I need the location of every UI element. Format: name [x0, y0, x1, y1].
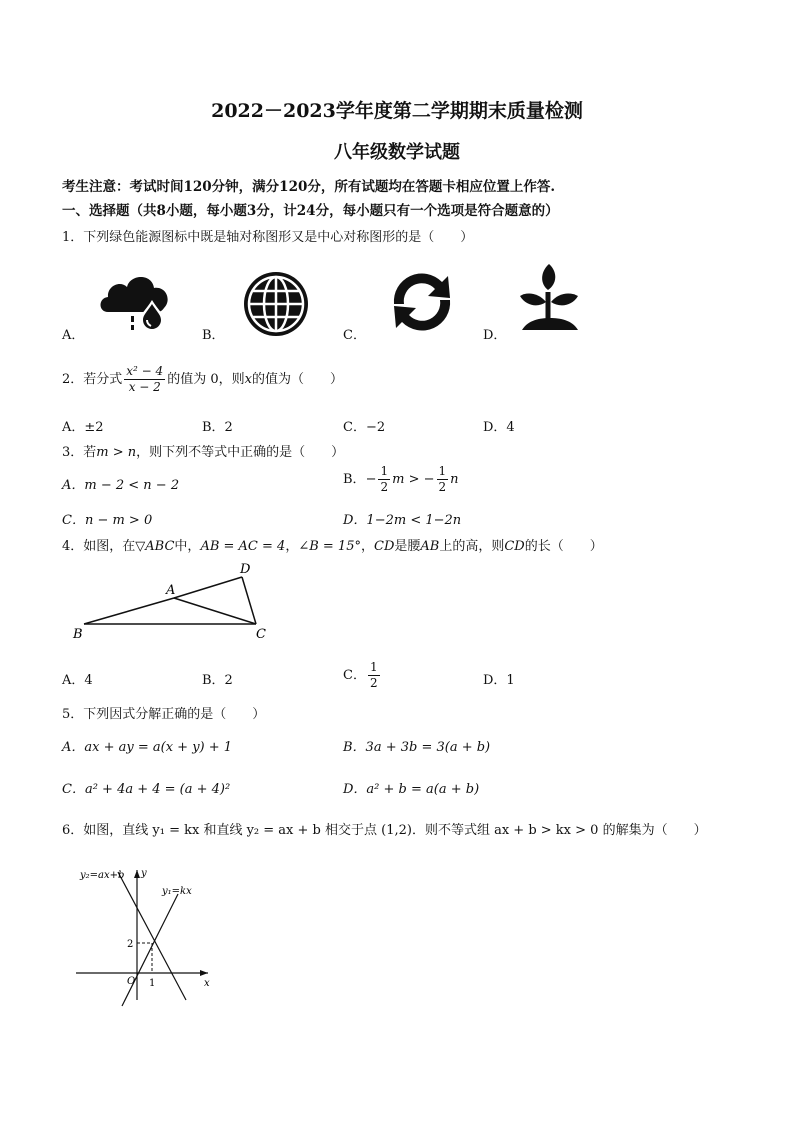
- x-axis-arrow: [200, 970, 208, 976]
- question-2-stem: [62, 362, 343, 398]
- q4-option-c-label: C．: [343, 668, 366, 683]
- q2-option-d: D．4: [483, 420, 515, 435]
- q1-option-b-label: B．: [202, 328, 225, 343]
- q5-option-c: C．a² + 4a + 4 = (a + 4)²: [62, 782, 231, 797]
- segment-ba: [84, 598, 174, 624]
- q2-option-a: A．±2: [62, 420, 104, 435]
- q3-option-b-frac-1: [378, 464, 390, 495]
- q4-pre: 4．如图，在▽: [62, 539, 146, 554]
- q2-var: x: [244, 372, 252, 387]
- label-b: B: [73, 627, 83, 642]
- q3-option-b-label: B．: [343, 472, 366, 487]
- q4-option-a: A．4: [62, 673, 93, 688]
- q5-option-a: A．ax + ay = a(x + y) + 1: [62, 740, 233, 755]
- q4-cd2: CD: [504, 539, 525, 554]
- q3-suffix: ，则下列不等式中正确的是（ ）: [136, 445, 345, 460]
- label-x-axis: x: [204, 978, 210, 989]
- q4-mid2: 是腰: [394, 539, 421, 554]
- question-6-stem: 6．如图，直线 y₁ = kx 和直线 y₂ = ax + b 相交于点 (1,2)．则不等式组 ax + b > kx > 0 的解集为（ ）: [62, 823, 707, 838]
- q5-option-d: D．a² + b = a(a + b): [343, 782, 480, 797]
- q4-optc-den: 2: [369, 676, 378, 690]
- q1-option-a-label: A．: [62, 328, 85, 343]
- q3-option-b: [343, 462, 459, 498]
- q3-prefix: 3．若: [62, 445, 97, 460]
- line-y1: [122, 894, 178, 1006]
- y-axis-arrow: [134, 870, 140, 878]
- q3-option-b-frac-2: [437, 464, 449, 495]
- q2-denominator: x − 2: [128, 380, 161, 394]
- question-1-stem: 1．下列绿色能源图标中既是轴对称图形又是中心对称图形的是（ ）: [62, 230, 474, 245]
- q3-option-b-end: n: [450, 472, 459, 487]
- exam-subtitle: 八年级数学试题: [334, 142, 460, 163]
- label-origin: O: [127, 976, 136, 987]
- q4-triangle: ABC: [145, 539, 175, 554]
- q4-cond1: AB = AC = 4: [200, 539, 286, 554]
- q2-option-b: B．2: [202, 420, 233, 435]
- recycle-arrows-icon: [382, 266, 462, 338]
- q2-prefix: 2．若分式: [62, 372, 123, 387]
- q2-fraction: [124, 364, 165, 395]
- globe-icon: [240, 270, 312, 338]
- segment-ad: [174, 577, 242, 598]
- segment-dc: [242, 577, 256, 624]
- q2-numerator: x² − 4: [126, 364, 164, 378]
- q4-optc-num: 1: [369, 660, 378, 674]
- label-y-axis: y: [141, 868, 147, 879]
- line-graph-figure: [72, 860, 222, 1010]
- question-3-stem: [62, 441, 344, 460]
- exam-notice: 考生注意：考试时间120分钟，满分120分，所有试题均在答题卡相应位置上作答.: [62, 179, 556, 195]
- question-5-stem: 5．下列因式分解正确的是（ ）: [62, 707, 266, 722]
- q3-option-d: D．1−2m < 1−2n: [343, 513, 462, 528]
- q3-option-c: C．n − m > 0: [62, 513, 153, 528]
- q3-frac2-num: 1: [438, 464, 447, 478]
- q3-condition: m > n: [96, 445, 137, 460]
- label-tick-x: 1: [149, 978, 156, 989]
- q4-end: 的长（ ）: [524, 539, 603, 554]
- label-y1: y₁=kx: [162, 886, 192, 897]
- q3-option-a: A．m − 2 < n − 2: [62, 478, 180, 493]
- q4-ab: AB: [420, 539, 440, 554]
- q4-option-d: D．1: [483, 673, 515, 688]
- label-tick-y: 2: [127, 939, 134, 950]
- q4-cd: CD: [374, 539, 395, 554]
- q3-frac2-den: 2: [438, 480, 447, 494]
- section-heading: 一、选择题（共8小题，每小题3分，计24分，每小题只有一个选项是符合题意的）: [62, 203, 559, 219]
- q3-option-b-minus: −: [365, 472, 377, 487]
- segment-ac: [174, 598, 256, 624]
- exam-title: 2022－2023学年度第二学期期末质量检测: [211, 100, 583, 122]
- triangle-figure: [70, 560, 280, 642]
- cloud-rain-drop-icon: [96, 270, 176, 336]
- q2-mid: 的值为 0，则: [167, 372, 245, 387]
- q3-frac1-den: 2: [380, 480, 389, 494]
- q4-cond2: ∠B = 15°: [298, 539, 361, 554]
- q4-sep: ，: [285, 539, 299, 554]
- q4-mid: 中，: [174, 539, 201, 554]
- q4-mid3: 上的高，则: [439, 539, 505, 554]
- q4-option-b: B．2: [202, 673, 233, 688]
- q2-option-c: C．−2: [343, 420, 386, 435]
- label-c: C: [256, 627, 266, 642]
- q3-option-b-mid: m > −: [392, 472, 435, 487]
- sprout-icon: [518, 262, 582, 334]
- q3-frac1-num: 1: [380, 464, 389, 478]
- q1-option-c-label: C．: [343, 328, 366, 343]
- q1-option-d-label: D．: [483, 328, 507, 343]
- label-a: A: [166, 583, 176, 598]
- label-d: D: [240, 562, 251, 577]
- q5-option-b: B．3a + 3b = 3(a + b): [343, 740, 491, 755]
- q4-sep2: ，: [360, 539, 374, 554]
- q4-option-c: [343, 658, 382, 694]
- question-4-stem: [62, 535, 603, 554]
- label-y2: y₂=ax+b: [80, 870, 125, 881]
- q2-suffix: 的值为（ ）: [251, 372, 343, 387]
- q4-option-c-frac: [368, 660, 380, 691]
